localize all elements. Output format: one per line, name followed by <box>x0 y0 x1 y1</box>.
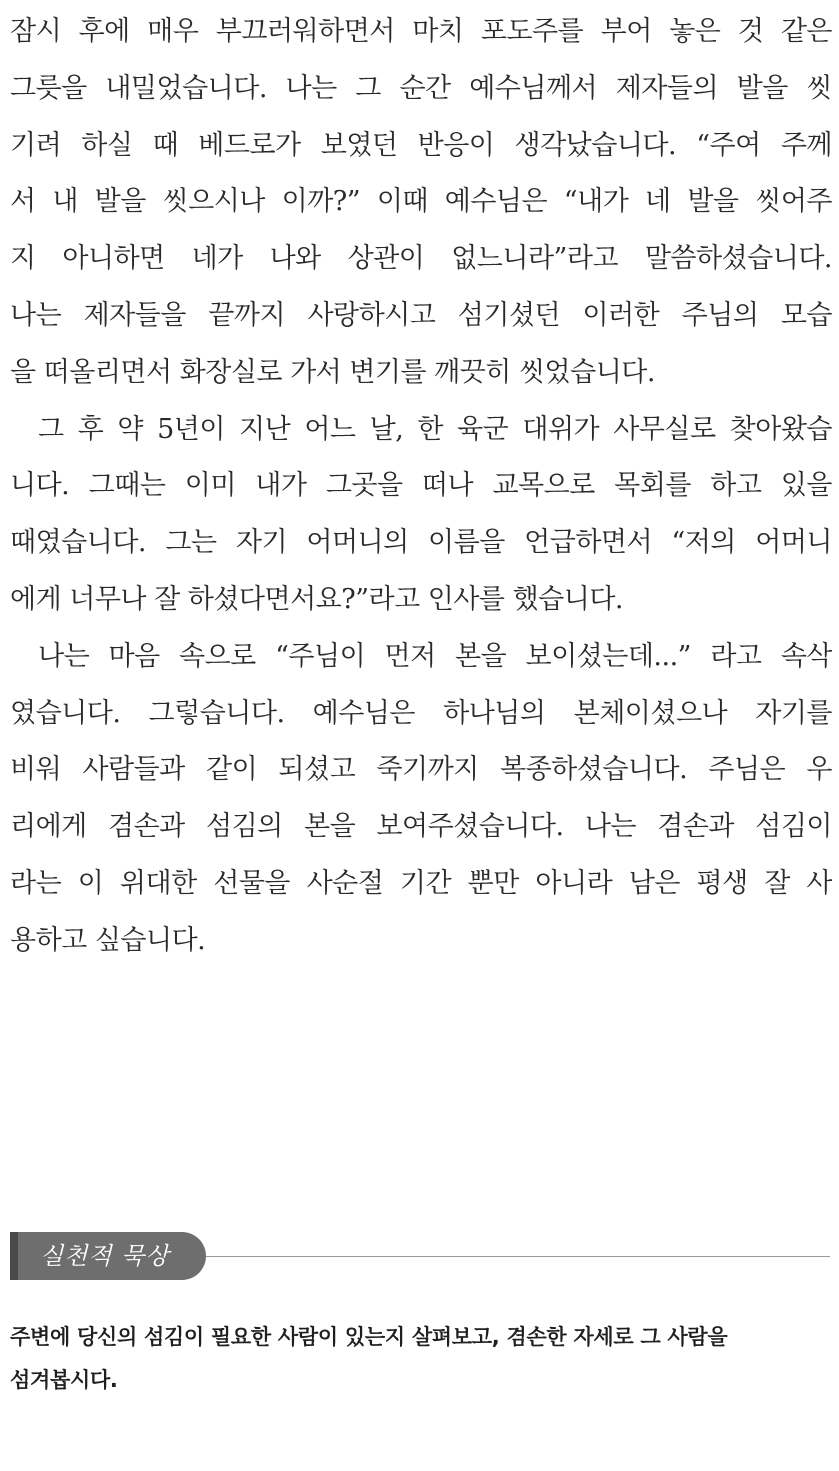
action-line: 주변에 당신의 섬김이 필요한 사람이 있는지 살펴보고, 겸손한 자세로 그 사람을 <box>10 1325 728 1349</box>
body-line: 지 아니하면 네가 나와 상관이 없느니라”라고 말씀하셨습니다. <box>10 243 832 275</box>
section-divider <box>206 1256 830 1257</box>
body-line: 라는 이 위대한 선물을 사순절 기간 뿐만 아니라 남은 평생 잘 사 <box>10 867 832 899</box>
body-line: 기려 하실 때 베드로가 보였던 반응이 생각났습니다. “주여 주께 <box>10 129 832 161</box>
body-line: 서 내 발을 씻으시나 이까?” 이때 예수님은 “내가 네 발을 씻어주 <box>10 186 832 218</box>
meditation-action-text <box>10 1316 832 1402</box>
body-line: 였습니다. 그렇습니다. 예수님은 하나님의 본체이셨으나 자기를 <box>10 697 832 729</box>
action-line: 섬겨봅시다. <box>10 1368 118 1392</box>
body-line: 을 떠올리면서 화장실로 가서 변기를 깨끗히 씻었습니다. <box>10 356 655 388</box>
body-line: 그 후 약 5년이 지난 어느 날, 한 육군 대위가 사무실로 찾아왔습 <box>38 413 832 445</box>
section-accent-bar <box>10 1232 18 1280</box>
body-line: 리에게 겸손과 섬김의 본을 보여주셨습니다. 나는 겸손과 섬김이 <box>10 811 832 843</box>
section-title-pill: 실천적 묵상 <box>18 1232 206 1280</box>
article-body <box>10 4 832 970</box>
body-line: 에게 너무나 잘 하셨다면서요?”라고 인사를 했습니다. <box>10 583 623 615</box>
body-line: 나는 마음 속으로 “주님이 먼저 본을 보이셨는데...” 라고 속삭 <box>38 640 832 672</box>
body-line: 용하고 싶습니다. <box>10 924 206 956</box>
body-line: 때였습니다. 그는 자기 어머니의 이름을 언급하면서 “저의 어머니 <box>10 527 832 559</box>
body-line: 나는 제자들을 끝까지 사랑하시고 섬기셨던 이러한 주님의 모습 <box>10 299 832 331</box>
body-line: 잠시 후에 매우 부끄러워하면서 마치 포도주를 부어 놓은 것 같은 <box>10 16 832 47</box>
section-header <box>10 1232 830 1280</box>
body-line: 비워 사람들과 같이 되셨고 죽기까지 복종하셨습니다. 주님은 우 <box>10 754 832 786</box>
body-line: 그릇을 내밀었습니다. 나는 그 순간 예수님께서 제자들의 발을 씻 <box>10 72 832 104</box>
body-line: 니다. 그때는 이미 내가 그곳을 떠나 교목으로 목회를 하고 있을 <box>10 470 832 502</box>
